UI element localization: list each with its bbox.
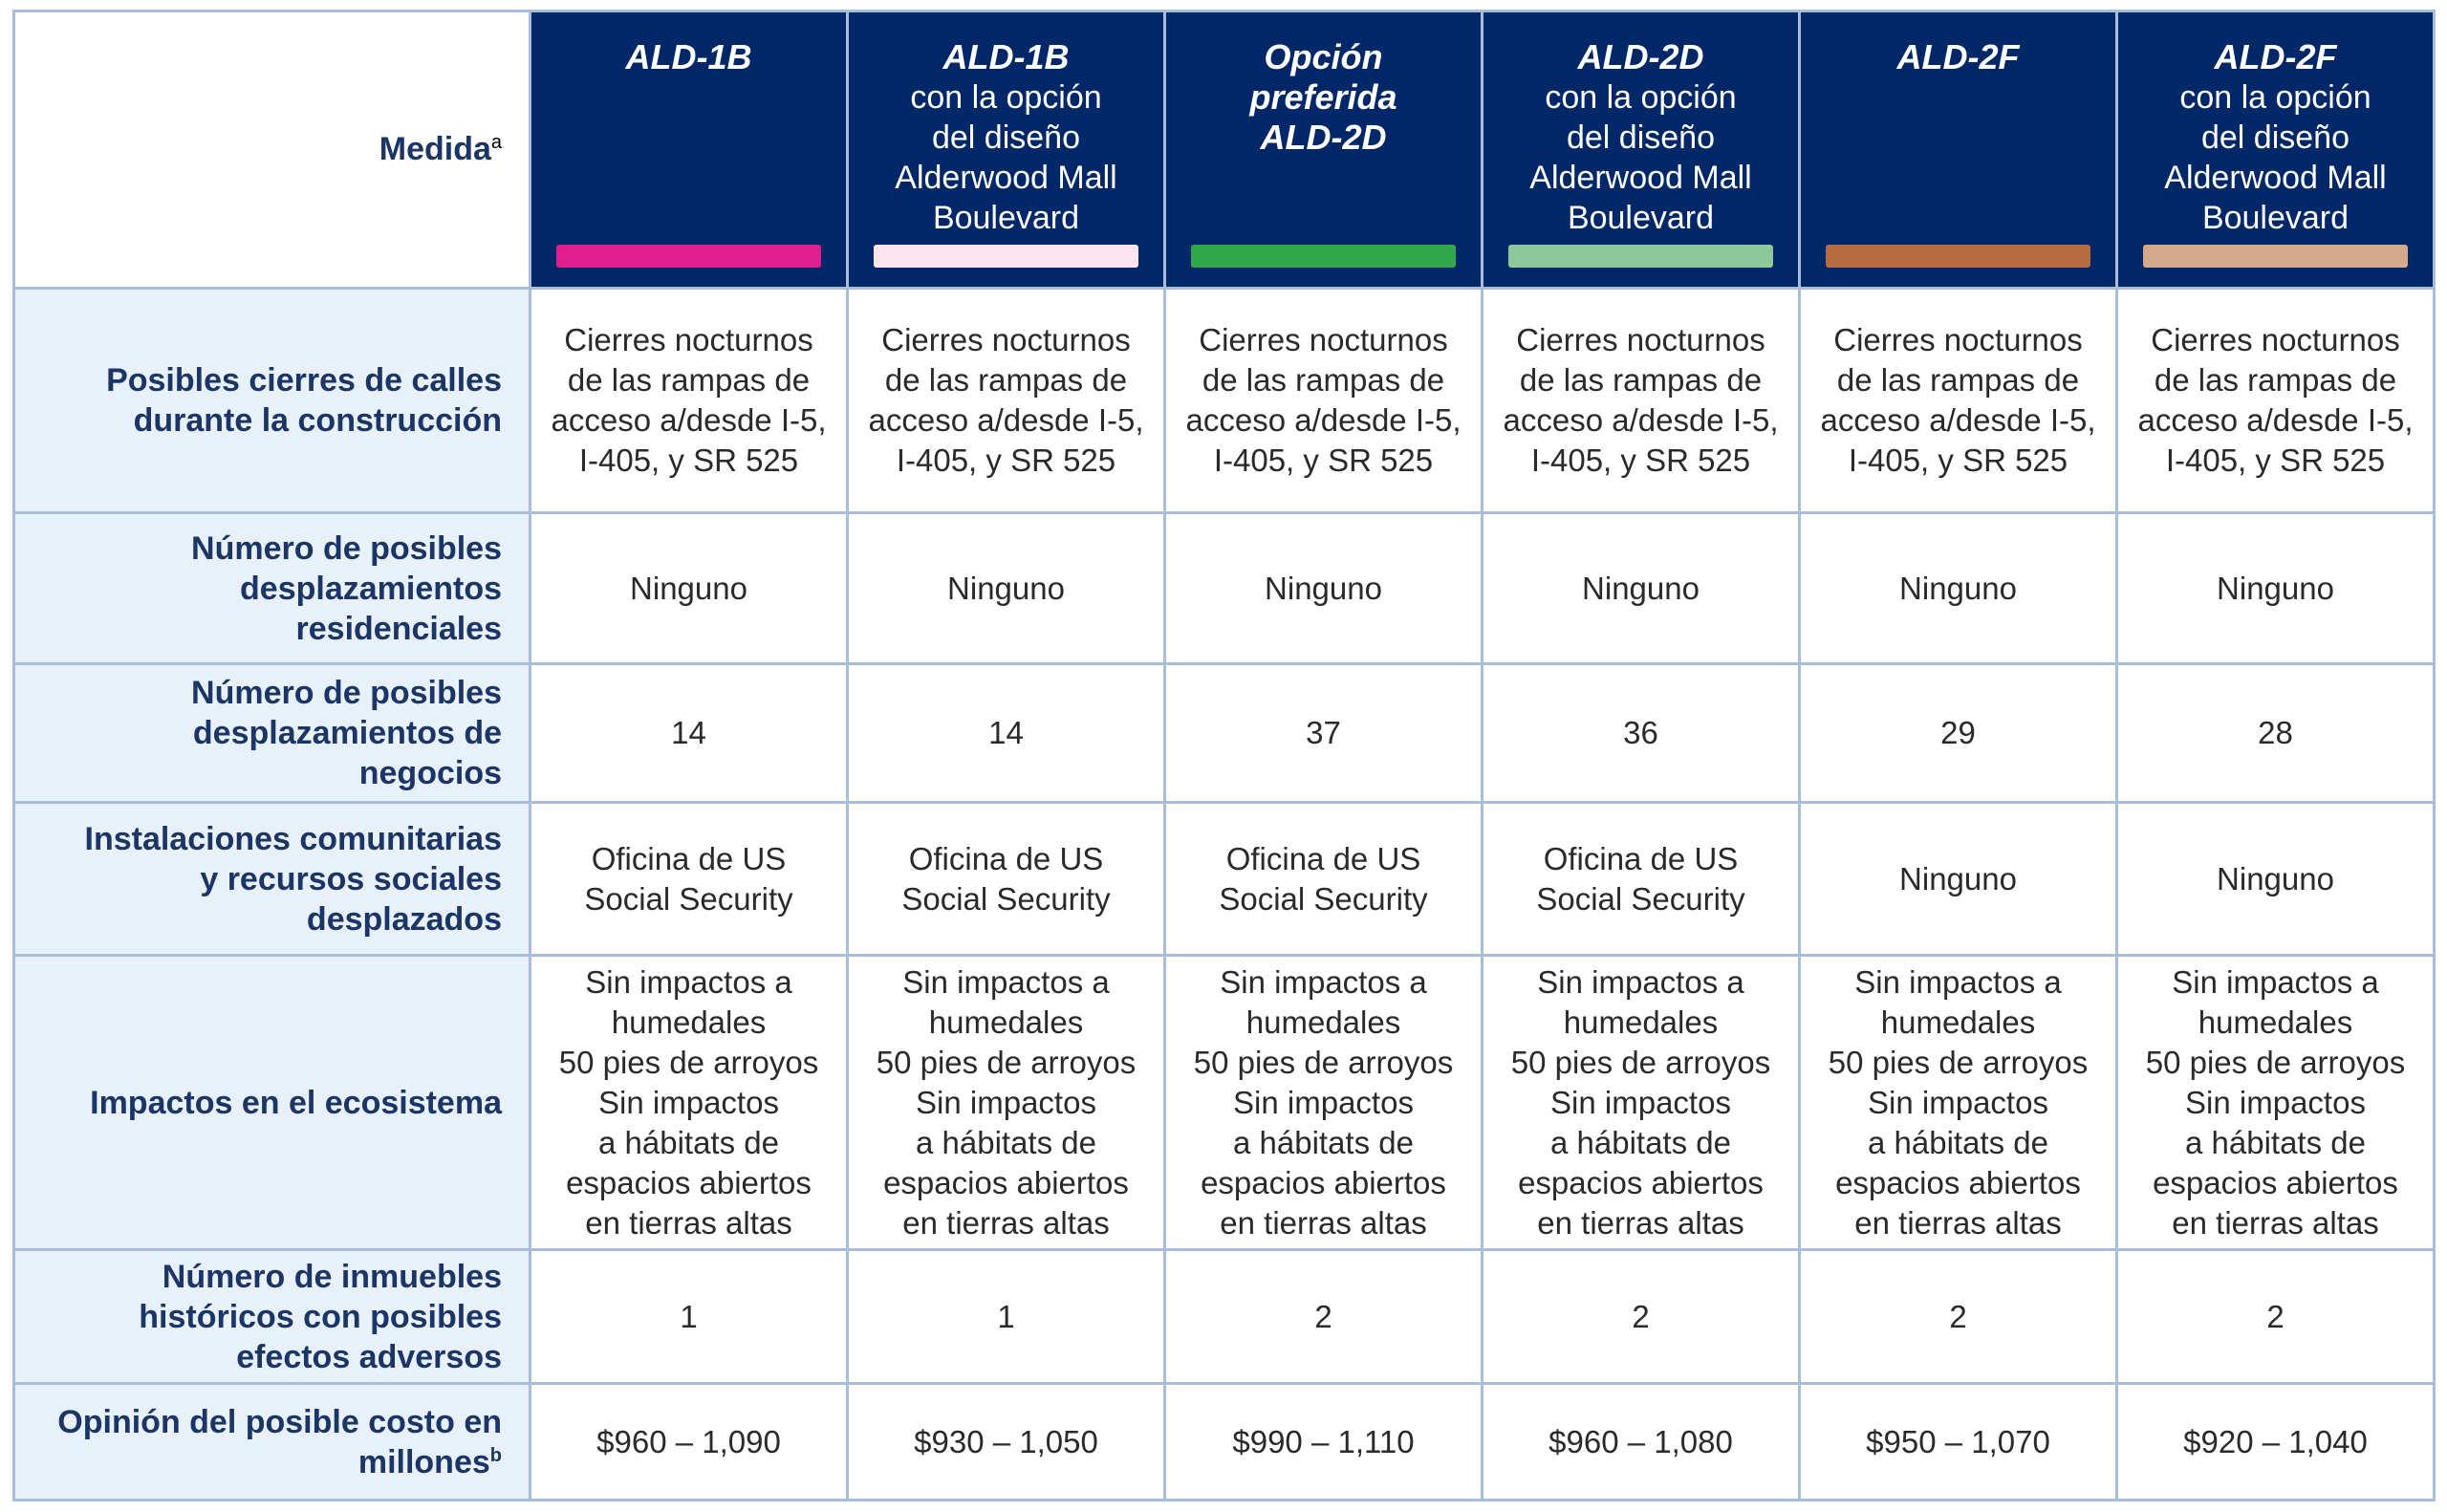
cell-text-line: en tierras altas [902, 1204, 1110, 1241]
option-header-cell [2117, 11, 2435, 289]
cell-text-line: $990 – 1,110 [1232, 1423, 1415, 1459]
row-label [14, 1384, 531, 1501]
option-subtitle: Boulevard [2201, 200, 2350, 236]
option-color-swatch [556, 245, 821, 268]
cell-text-line: $960 – 1,080 [1548, 1423, 1733, 1459]
cell-text-line: espacios abiertos [566, 1164, 812, 1200]
cell-text-line: a hábitats de [916, 1124, 1096, 1160]
cell-text-line: de las rampas de [1202, 362, 1445, 398]
row-label-line: durante la construcción [133, 402, 502, 439]
cell-text-line: Sin impactos a [1220, 963, 1427, 1000]
option-color-swatch [874, 245, 1138, 268]
row-label [14, 1250, 531, 1384]
option-subtitle: Boulevard [932, 200, 1080, 236]
table-cell [848, 289, 1165, 513]
table-cell [531, 1384, 848, 1501]
table-cell [1165, 513, 1483, 664]
table-cell [1800, 1250, 2117, 1384]
cell-text-line: I-405, y SR 525 [1530, 443, 1751, 478]
table-cell [1483, 289, 1800, 513]
cell-text-line: 14 [988, 715, 1024, 750]
table-cell [1483, 1250, 1800, 1384]
row-label-line: Número de inmuebles [162, 1258, 502, 1295]
cell-text-line: 1 [997, 1298, 1015, 1334]
option-color-swatch [1826, 245, 2090, 268]
option-header-text [1483, 12, 1798, 238]
row-label-line: desplazados [306, 900, 502, 938]
cell-text-line: Cierres nocturnos [1199, 322, 1448, 357]
option-subtitle: del diseño [2200, 119, 2350, 156]
table-cell [848, 664, 1165, 803]
table-cell [1165, 803, 1483, 956]
cell-text-line: a hábitats de [598, 1124, 779, 1160]
cell-text-line: Oficina de US [908, 840, 1104, 876]
table-cell [531, 513, 848, 664]
table-row [14, 664, 2435, 803]
table-cell [531, 1250, 848, 1384]
cell-text-line: Ninguno [1899, 860, 2017, 896]
row-label [14, 803, 531, 956]
table-cell [1800, 1384, 2117, 1501]
table-cell [1165, 1250, 1483, 1384]
cell-text-line: acceso a/desde I-5, [1820, 402, 2096, 438]
cell-text-line: I-405, y SR 525 [1213, 443, 1434, 478]
table-row [14, 513, 2435, 664]
cell-text-line: Ninguno [1899, 570, 2017, 606]
cell-text-line: Cierres nocturnos [2151, 322, 2400, 357]
row-label [14, 956, 531, 1250]
cell-text-line: humedales [1563, 1004, 1719, 1040]
row-label-line: millones$^b$ [357, 1443, 502, 1480]
row-label-line: efectos adversos [236, 1338, 502, 1375]
cell-text-line: Ninguno [1265, 570, 1382, 606]
table-cell [1165, 956, 1483, 1250]
option-header-cell [1483, 11, 1800, 289]
option-header-text [849, 12, 1163, 238]
table-row [14, 289, 2435, 513]
cell-text-line: 29 [1940, 715, 1976, 750]
cell-text-line: Ninguno [2217, 860, 2334, 896]
table-cell [1800, 513, 2117, 664]
cell-text-line: Sin impactos a [1537, 963, 1744, 1000]
option-name: preferida [1249, 77, 1397, 117]
table-cell [2117, 803, 2435, 956]
table-cell [848, 956, 1165, 1250]
cell-text-line: Oficina de US [1225, 840, 1421, 876]
option-subtitle: Alderwood Mall [895, 160, 1117, 196]
cell-text-line: espacios abiertos [1518, 1164, 1764, 1200]
option-name: ALD-1B [625, 37, 752, 76]
cell-text-line: Ninguno [2217, 570, 2334, 606]
table-cell [1483, 664, 1800, 803]
cell-text-line: 1 [680, 1298, 698, 1334]
option-header-cell [1165, 11, 1483, 289]
cell-text-line: acceso a/desde I-5, [868, 402, 1144, 438]
cell-text-line: Cierres nocturnos [1833, 322, 2083, 357]
measure-label: Medida [379, 131, 491, 167]
row-label-line: Número de posibles [191, 529, 502, 567]
cell-text-line: Cierres nocturnos [1516, 322, 1765, 357]
cell-text-line: Sin impactos a [585, 963, 792, 1000]
cell-text-line: 28 [2258, 715, 2293, 750]
table-cell [1483, 956, 1800, 1250]
cell-text-line: en tierras altas [1854, 1204, 2062, 1241]
cell-text-line: 37 [1306, 715, 1341, 750]
cell-text-line: Sin impactos [598, 1084, 779, 1120]
option-name: Opción [1264, 37, 1383, 76]
row-label-line: residenciales [295, 610, 502, 647]
cell-text-line: acceso a/desde I-5, [1503, 402, 1779, 438]
table-cell [1483, 803, 1800, 956]
table-cell [531, 289, 848, 513]
cell-text-line: Ninguno [947, 570, 1065, 606]
table-cell [1800, 956, 2117, 1250]
cell-text-line: en tierras altas [585, 1204, 792, 1241]
table-row [14, 1384, 2435, 1501]
option-name: ALD-2D [1260, 118, 1387, 157]
table-cell [2117, 513, 2435, 664]
row-label-line: desplazamientos [240, 570, 502, 607]
cell-text-line: humedales [2198, 1004, 2353, 1040]
table-cell [2117, 289, 2435, 513]
cell-text-line: en tierras altas [1220, 1204, 1427, 1241]
cell-text-line: Sin impactos a [902, 963, 1110, 1000]
cell-text-line: humedales [611, 1004, 767, 1040]
cell-text-line: Ninguno [630, 570, 747, 606]
table-cell [1483, 513, 1800, 664]
option-header-text [2118, 12, 2433, 238]
cell-text-line: acceso a/desde I-5, [551, 402, 827, 438]
cell-text-line: Sin impactos [2185, 1084, 2366, 1120]
cell-text-line: de las rampas de [884, 362, 1128, 398]
cell-text-line: Sin impactos a [2172, 963, 2379, 1000]
cell-text-line: de las rampas de [1519, 362, 1763, 398]
table-cell [531, 803, 848, 956]
option-subtitle: Alderwood Mall [2164, 160, 2387, 196]
table-cell [848, 513, 1165, 664]
table-cell [848, 803, 1165, 956]
option-header-text [1801, 12, 2115, 77]
table-row [14, 956, 2435, 1250]
cell-text-line: $950 – 1,070 [1866, 1423, 2050, 1459]
cost-footnote-marker: b [489, 1444, 502, 1466]
table-cell [1800, 289, 2117, 513]
option-header-text [531, 12, 846, 77]
row-label-line: históricos con posibles [139, 1298, 502, 1335]
cell-text-line: Social Security [901, 880, 1111, 917]
cell-text-line: Sin impactos [1868, 1084, 2048, 1120]
cell-text-line: 50 pies de arroyos [876, 1044, 1137, 1080]
alternatives-comparison-table [12, 10, 2436, 1501]
table-row [14, 1250, 2435, 1384]
cell-text-line: Oficina de US [591, 840, 787, 876]
option-subtitle: del diseño [931, 119, 1080, 156]
option-subtitle: con la opción [2179, 79, 2371, 116]
option-color-swatch [1508, 245, 1773, 268]
cell-text-line: Sin impactos a [1854, 963, 2062, 1000]
row-label-line: desplazamientos de [192, 715, 502, 751]
cell-text-line: espacios abiertos [1835, 1164, 2081, 1200]
cell-text-line: Oficina de US [1543, 840, 1739, 876]
option-subtitle: Boulevard [1567, 200, 1715, 236]
cell-text-line: 50 pies de arroyos [2145, 1044, 2406, 1080]
cell-text-line: Cierres nocturnos [881, 322, 1131, 357]
option-color-swatch [2143, 245, 2408, 268]
cell-text-line: $930 – 1,050 [914, 1423, 1098, 1459]
cell-text-line: $920 – 1,040 [2183, 1423, 2368, 1459]
option-header-cell [848, 11, 1165, 289]
table-cell [1800, 664, 2117, 803]
cell-text-line: a hábitats de [1868, 1124, 2048, 1160]
table-cell [1800, 803, 2117, 956]
table-cell [531, 956, 848, 1250]
cell-text-line: de las rampas de [1836, 362, 2080, 398]
option-header-cell [1800, 11, 2117, 289]
cell-text-line: de las rampas de [567, 362, 811, 398]
cell-text-line: Sin impactos [916, 1084, 1096, 1120]
cell-text-line: en tierras altas [2172, 1204, 2379, 1241]
cell-text-line: 50 pies de arroyos [558, 1044, 819, 1080]
option-subtitle: del diseño [1566, 119, 1715, 156]
option-header-cell [531, 11, 848, 289]
option-header-text [1166, 12, 1481, 158]
row-label [14, 289, 531, 513]
cell-text-line: humedales [928, 1004, 1084, 1040]
option-name: ALD-1B [942, 37, 1070, 76]
cell-text-line: 2 [1632, 1298, 1650, 1334]
row-label-line: Impactos en el ecosistema [90, 1084, 502, 1121]
table-cell [1483, 1384, 1800, 1501]
cell-text-line: Cierres nocturnos [564, 322, 813, 357]
cell-text-line: 2 [1314, 1298, 1332, 1334]
table-cell [531, 664, 848, 803]
comparison-table-container [12, 10, 2435, 1501]
header-row [14, 11, 2435, 289]
table-row [14, 803, 2435, 956]
cell-text-line: $960 – 1,090 [596, 1423, 781, 1459]
row-label-line: y recursos sociales [200, 860, 502, 897]
cell-text-line: 36 [1623, 715, 1658, 750]
row-label-line: Instalaciones comunitarias [84, 820, 502, 857]
cell-text-line: I-405, y SR 525 [578, 443, 799, 478]
measure-footnote-marker: a [490, 132, 502, 153]
cell-text-line: a hábitats de [2185, 1124, 2366, 1160]
row-label-line: Posibles cierres de calles [106, 362, 502, 399]
option-name: ALD-2F [1896, 37, 2020, 76]
option-subtitle: con la opción [1545, 79, 1737, 116]
option-name: ALD-2F [2214, 37, 2337, 76]
option-name: ALD-2D [1577, 37, 1704, 76]
cell-text-line: Sin impactos [1550, 1084, 1731, 1120]
option-subtitle: con la opción [910, 79, 1102, 116]
row-label-line: negocios [358, 755, 502, 791]
table-cell [1165, 664, 1483, 803]
row-label [14, 513, 531, 664]
cell-text-line: humedales [1880, 1004, 2036, 1040]
cell-text-line: 50 pies de arroyos [1510, 1044, 1771, 1080]
cell-text-line: 2 [2266, 1298, 2285, 1334]
cell-text-line: espacios abiertos [2153, 1164, 2398, 1200]
table-cell [2117, 956, 2435, 1250]
cell-text-line: I-405, y SR 525 [1848, 443, 2068, 478]
table-cell [848, 1384, 1165, 1501]
option-subtitle: Alderwood Mall [1529, 160, 1752, 196]
cell-text-line: 50 pies de arroyos [1828, 1044, 2089, 1080]
cell-text-line: espacios abiertos [1201, 1164, 1446, 1200]
cell-text-line: acceso a/desde I-5, [2137, 402, 2414, 438]
table-cell [1165, 289, 1483, 513]
cell-text-line: I-405, y SR 525 [2165, 443, 2386, 478]
cell-text-line: I-405, y SR 525 [896, 443, 1116, 478]
row-label-line: Opinión del posible costo en [57, 1403, 502, 1440]
cell-text-line: a hábitats de [1233, 1124, 1414, 1160]
cell-text-line: a hábitats de [1550, 1124, 1731, 1160]
row-label [14, 664, 531, 803]
table-cell [2117, 1384, 2435, 1501]
cell-text-line: Social Security [584, 880, 793, 917]
table-cell [848, 1250, 1165, 1384]
cell-text-line: espacios abiertos [883, 1164, 1129, 1200]
cell-text-line: 50 pies de arroyos [1193, 1044, 1454, 1080]
cell-text-line: de las rampas de [2154, 362, 2397, 398]
cell-text-line: Sin impactos [1233, 1084, 1414, 1120]
cell-text-line: acceso a/desde I-5, [1185, 402, 1462, 438]
cell-text-line: humedales [1245, 1004, 1401, 1040]
table-cell [2117, 1250, 2435, 1384]
cell-text-line: Social Security [1536, 880, 1745, 917]
cell-text-line: Social Security [1219, 880, 1428, 917]
measure-header-cell [14, 11, 531, 289]
cell-text-line: Ninguno [1582, 570, 1700, 606]
cell-text-line: 2 [1949, 1298, 1967, 1334]
option-color-swatch [1191, 245, 1456, 268]
cell-text-line: en tierras altas [1537, 1204, 1744, 1241]
table-cell [2117, 664, 2435, 803]
row-label-line: Número de posibles [191, 675, 502, 711]
cell-text-line: 14 [671, 715, 706, 750]
table-cell [1165, 1384, 1483, 1501]
